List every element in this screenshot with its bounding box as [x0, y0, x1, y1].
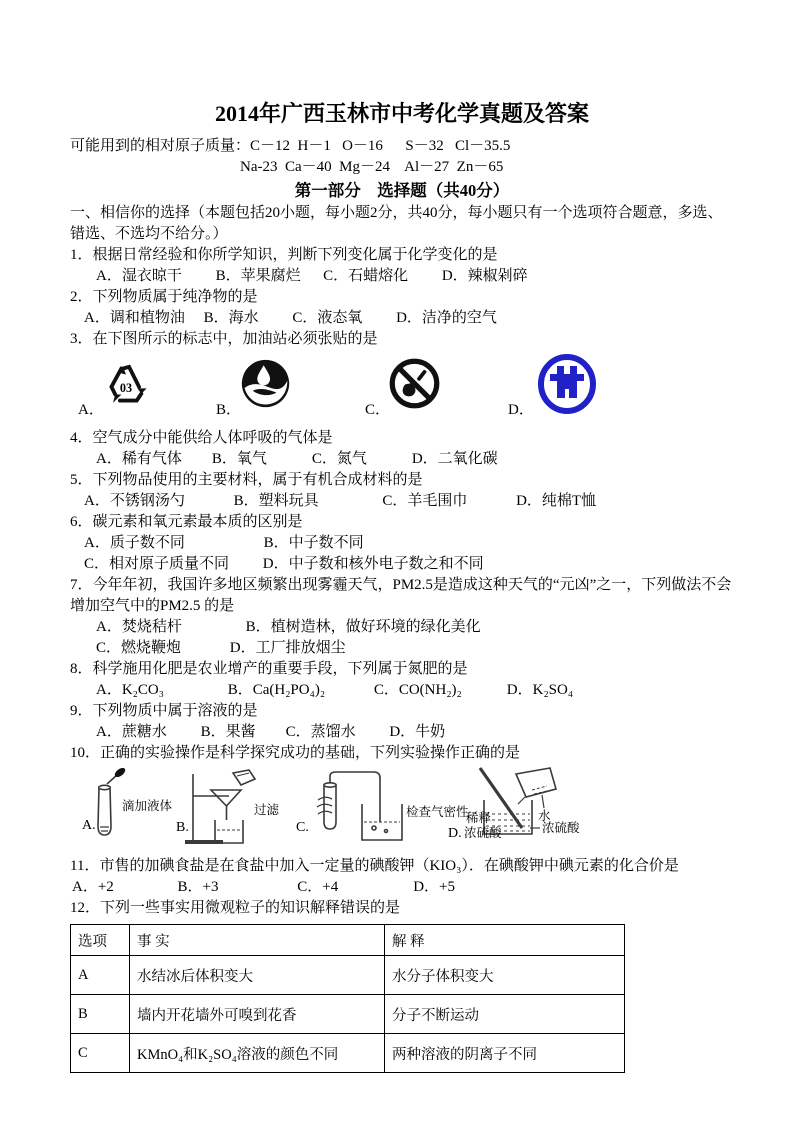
lab-caption-dilute: 稀释: [466, 811, 492, 825]
sign-letter-c: C．: [365, 402, 391, 418]
lab-letter-d: D.: [448, 826, 462, 841]
question-6: [70, 512, 734, 575]
lab-caption-filter: 过滤: [254, 803, 280, 817]
section-heading: 第一部分 选择题（共40分）: [294, 181, 510, 200]
table-cell-explanation-b: 分子不断运动: [385, 995, 625, 1034]
question-10: [70, 743, 734, 856]
sign-letter-a: A．: [78, 402, 104, 418]
question-6-stem: 6．碳元素和氧元素最本质的区别是: [70, 514, 303, 530]
question-12-table: [70, 924, 625, 1073]
table-cell-fact-c: KMnO₄和K₂SO₄溶液的颜色不同: [130, 1034, 385, 1073]
energy-saving-logo-icon: [536, 354, 598, 414]
table-row: [71, 1034, 625, 1073]
recycle-code-text: 03: [119, 381, 133, 396]
question-12: [70, 898, 734, 1073]
table-header-fact: 事 实: [130, 925, 385, 956]
table-cell-fact-b: 墙内开花墙外可嗅到花香: [130, 995, 385, 1034]
lab-caption-add-liquid: 滴加液体: [122, 799, 173, 813]
question-11-options: A．+2 B．+3 C．+4 D．+5: [72, 879, 456, 895]
table-cell-option-c: C: [71, 1034, 130, 1073]
question-5-options: A．不锈钢汤勺 B．塑料玩具 C．羊毛围巾 D．纯棉T恤: [84, 493, 597, 509]
question-7-options-2: C．燃烧鞭炮 D．工厂排放烟尘: [96, 640, 346, 656]
lab-caption-water: 水: [538, 809, 551, 823]
question-4-options: A．稀有气体 B．氧气 C．氮气 D．二氧化碳: [96, 451, 498, 467]
lab-caption-airtightness: 检查气密性: [406, 805, 469, 819]
lab-letter-b: B.: [176, 820, 189, 835]
question-1-stem: 1．根据日常经验和你所学知识，判断下列变化属于化学变化的是: [70, 247, 498, 263]
section-intro: 一、相信你的选择（本题包括20小题，每小题2分，共40分，每小题只有一个选项符合题意，多选、错选、不选均不给分。）: [70, 205, 723, 242]
question-9: [70, 701, 734, 743]
question-8: [70, 659, 734, 701]
question-4-stem: 4．空气成分中能供给人体呼吸的气体是: [70, 430, 333, 446]
atomic-masses-line1: 可能用到的相对原子质量：C－12 H－1 O－16 S－32 Cl－35.5: [70, 138, 511, 154]
water-saving-icon: [240, 358, 291, 409]
question-10-lab-diagrams: [70, 766, 734, 856]
question-9-stem: 9．下列物质中属于溶液的是: [70, 703, 258, 719]
question-3: [70, 329, 734, 426]
table-cell-fact-a: 水结冰后体积变大: [130, 956, 385, 995]
table-cell-option-a: A: [71, 956, 130, 995]
question-2: [70, 287, 734, 329]
question-8-stem: 8．科学施用化肥是农业增产的重要手段，下列属于氮肥的是: [70, 661, 468, 677]
question-9-options: A．蔗糖水 B．果酱 C．蒸馏水 D．牛奶: [96, 724, 446, 740]
question-7-stem: 7．今年年初，我国许多地区频繁出现雾霾天气，PM2.5是造成这种天气的“元凶”之一，下列做法不会增加空气中的PM2.5 的是: [70, 577, 732, 614]
question-3-sign-images: [70, 352, 734, 426]
sign-letter-d: D．: [508, 402, 534, 418]
table-cell-explanation-c: 两种溶液的阴离子不同: [385, 1034, 625, 1073]
question-4: [70, 428, 734, 470]
no-open-flame-icon: [388, 357, 441, 410]
question-8-options: A．K₂CO₃ B．Ca(H₂PO₄)₂ C．CO(NH₂)₂ D．K₂SO₄: [96, 682, 574, 698]
question-5-stem: 5．下列物品使用的主要材料，属于有机合成材料的是: [70, 472, 423, 488]
table-row: [71, 995, 625, 1034]
table-cell-option-b: B: [71, 995, 130, 1034]
table-header-option: 选项: [71, 925, 130, 956]
question-2-options: A．调和植物油 B．海水 C．液态氧 D．洁净的空气: [84, 310, 497, 326]
recycle-03-icon: [103, 356, 149, 413]
question-5: [70, 470, 734, 512]
airtightness-check-diagram: [317, 772, 402, 840]
table-row: [71, 956, 625, 995]
question-3-stem: 3．在下图所示的标志中，加油站必须张贴的是: [70, 331, 378, 347]
lab-caption-acid-right: 浓硫酸: [542, 821, 580, 835]
question-12-stem: 12．下列一些事实用微观粒子的知识解释错误的是: [70, 900, 401, 916]
atomic-masses-line2: Na-23 Ca－40 Mg－24 Al－27 Zn－65: [240, 159, 504, 175]
sign-letter-b: B．: [216, 402, 242, 418]
question-6-options-2: C．相对原子质量不同 D．中子数和核外电子数之和不同: [84, 556, 484, 572]
page-title: 2014年广西玉林市中考化学真题及答案: [214, 101, 589, 126]
question-10-stem: 10．正确的实验操作是科学探究成功的基础，下列实验操作正确的是: [70, 745, 521, 761]
question-1-options: A．湿衣晾干 B．苹果腐烂 C．石蜡熔化 D．辣椒剁碎: [96, 268, 528, 284]
table-header-row: [71, 925, 625, 956]
question-11-stem: 11．市售的加碘食盐是在食盐中加入一定量的碘酸钾（KIO₃）．在碘酸钾中碘元素的化合价是: [70, 858, 679, 874]
filtration-diagram: [185, 770, 255, 844]
table-header-explanation: 解 释: [385, 925, 625, 956]
table-cell-explanation-a: 水分子体积变大: [385, 956, 625, 995]
question-2-stem: 2．下列物质属于纯净物的是: [70, 289, 258, 305]
question-11: [70, 856, 734, 898]
question-7-options-1: A．焚烧秸杆 B．植树造林，做好环境的绿化美化: [96, 619, 481, 635]
question-1: [70, 245, 734, 287]
question-7: [70, 575, 734, 659]
lab-caption-acid-left: 浓硫酸: [464, 826, 502, 840]
question-6-options-1: A．质子数不同 B．中子数不同: [84, 535, 364, 551]
lab-letter-a: A.: [82, 818, 96, 833]
lab-letter-c: C.: [296, 820, 309, 835]
